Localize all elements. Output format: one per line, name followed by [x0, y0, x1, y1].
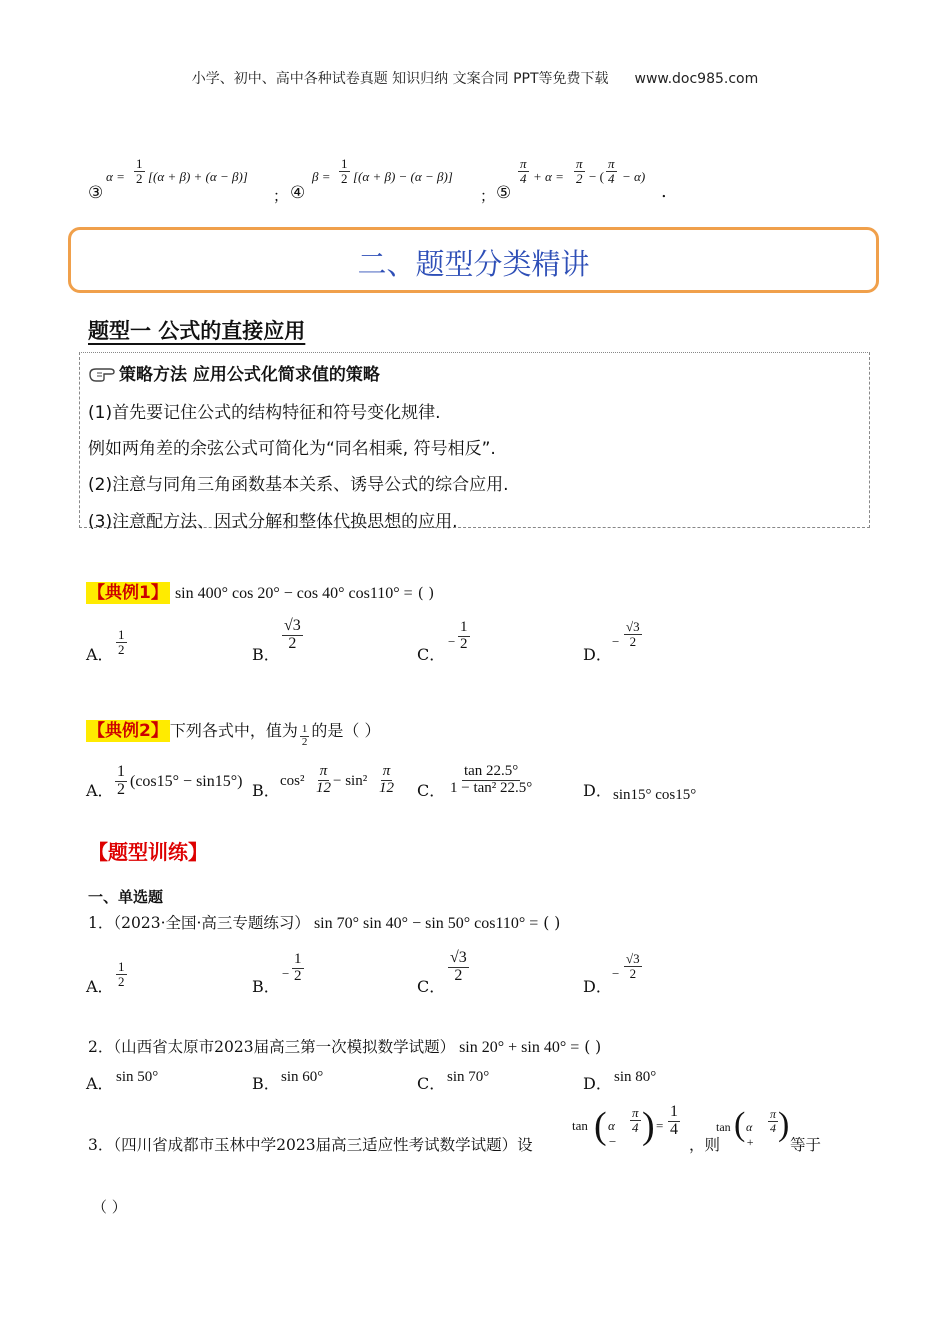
header-text: 小学、初中、高中各种试卷真题 知识归纳 文案合同 PPT等免费下载 — [191, 71, 609, 87]
q3-num: 3． — [88, 1136, 114, 1154]
ex2-option-b-frac-2: $\frac{\pi}{12}$ — [379, 763, 394, 796]
ex2-option-d: sin15° cos15° — [613, 787, 697, 803]
q2-option-a-label: A． — [86, 1074, 114, 1093]
sep-1: ； — [273, 187, 289, 205]
q2-option-d: sin 80° — [614, 1069, 657, 1085]
sep-2: ； — [480, 187, 496, 205]
ex1-option-c-label: C． — [417, 645, 446, 664]
header-url[interactable]: www.doc985.com — [634, 71, 759, 87]
example-2-text-2: 的是（ ） — [311, 721, 381, 740]
circled-5: ⑤ — [496, 183, 512, 203]
ex2-option-a-label: A． — [86, 781, 114, 800]
q1-source: （2023·全国·高三专题练习） — [113, 914, 310, 932]
q1-option-b-label: B． — [252, 977, 280, 996]
strategy-heading: 策略方法 应用公式化简求值的策略 — [88, 360, 380, 385]
ex2-option-b-label: B． — [252, 781, 280, 800]
q1-expr: sin 70° sin 40° − sin 50° cos110° = — [313, 915, 539, 932]
formula-3-lhs: α = — [106, 169, 125, 184]
page-header — [0, 68, 950, 88]
q1-option-b-sign: − — [282, 966, 290, 981]
example-1-tag: 【典例1】 — [88, 583, 168, 603]
ex1-option-c-sign: − — [448, 634, 456, 649]
ex1-option-c: $\frac{1}{2}$ — [460, 619, 468, 652]
ex2-option-a-expr: (cos15° − sin15°) — [130, 773, 243, 790]
formula-5-tail2: − α) — [622, 169, 646, 184]
q3-paren: （ ） — [92, 1198, 127, 1216]
formula-4-lhs: β = — [312, 169, 331, 184]
q3-then: ，则 — [689, 1136, 721, 1154]
section-title: 二、题型分类精讲 — [357, 247, 590, 281]
q1-option-c-label: C． — [417, 977, 446, 996]
q2-option-a: sin 50° — [116, 1069, 159, 1085]
ex2-option-d-label: D． — [583, 781, 612, 800]
example-2-half: $\frac{1}{2}$ — [301, 723, 308, 748]
strategy-line-3: (2)注意与同角三角函数基本关系、诱导公式的综合应用. — [88, 475, 509, 495]
ex2-option-a-frac: $\frac{1}{2}$ — [117, 763, 125, 798]
ex1-option-a: $\frac{1}{2}$ — [118, 627, 125, 657]
q1-option-d: $\frac{√3}{2}$ — [626, 951, 640, 981]
q2-option-d-label: D． — [583, 1074, 612, 1093]
ex1-option-d: $\frac{√3}{2}$ — [626, 619, 640, 649]
circled-3: ③ — [88, 183, 104, 203]
type1-title: 题型一 公式的直接应用 — [88, 319, 306, 343]
q3-source: （四川省成都市玉林中学2023届高三适应性考试数学试题）设 — [113, 1136, 533, 1154]
strategy-line-2: 例如两角差的余弦公式可简化为“同名相乘, 符号相反”. — [88, 439, 496, 459]
ex1-option-d-sign: − — [612, 634, 620, 649]
example-2-tag: 【典例2】 — [88, 721, 168, 741]
formula-3-frac: $\frac{1}{2}$ — [136, 156, 143, 186]
formula-5-tail: − ( — [589, 169, 604, 184]
pointing-hand-icon — [88, 365, 116, 383]
q1-num: 1． — [88, 914, 114, 932]
ex1-option-a-label: A． — [86, 645, 114, 664]
q1-paren: ( ) — [543, 914, 561, 932]
ex1-option-b: $\frac{√3}{2}$ — [284, 617, 301, 652]
q2-paren: ( ) — [584, 1038, 602, 1056]
strategy-line-4: (3)注意配方法、因式分解和整体代换思想的应用. — [88, 512, 458, 532]
ex2-option-c-label: C． — [417, 781, 446, 800]
formula-5-frac-1: $\frac{\pi}{4}$ — [520, 156, 527, 186]
circled-4: ④ — [290, 183, 306, 203]
example-1-paren: ( ) — [417, 584, 435, 602]
q1-option-a: $\frac{1}{2}$ — [118, 959, 125, 989]
question-3-stem — [88, 1133, 533, 1155]
strategy-line-1: (1)首先要记住公式的结构特征和符号变化规律. — [88, 403, 441, 423]
q2-source: （山西省太原市2023届高三第一次模拟数学试题） — [113, 1038, 456, 1056]
ex1-option-b-label: B． — [252, 645, 280, 664]
training-title: 【题型训练】 — [88, 840, 208, 864]
q2-expr: sin 20° + sin 40° = — [459, 1039, 580, 1056]
formula-5-mid: + α = — [533, 169, 564, 184]
q3-tail: 等于 — [790, 1136, 822, 1154]
formula-line — [86, 155, 686, 205]
q1-option-d-label: D． — [583, 977, 612, 996]
example-1-expr: sin 400° cos 20° − cos 40° cos110° = — [174, 585, 413, 602]
question-1-stem — [88, 911, 560, 933]
ex2-option-c: $\frac{\tan 22.5^\circ}{\text{1 − tan² 22.5°}}$ — [450, 763, 533, 796]
q2-option-b: sin 60° — [281, 1069, 324, 1085]
q2-option-b-label: B． — [252, 1074, 280, 1093]
example-1-stem — [86, 578, 434, 603]
formula-4-frac: $\frac{1}{2}$ — [341, 156, 348, 186]
formula-5-frac-2: $\frac{\pi}{2}$ — [576, 156, 583, 186]
q2-num: 2． — [88, 1038, 114, 1056]
q1-option-d-sign: − — [612, 966, 620, 981]
formula-5-frac-3: $\frac{\pi}{4}$ — [608, 156, 615, 186]
ex1-option-d-label: D． — [583, 645, 612, 664]
ex2-option-b-minus: − sin² — [333, 773, 368, 789]
q1-option-b: $\frac{1}{2}$ — [294, 951, 302, 984]
q1-option-c: $\frac{√3}{2}$ — [450, 949, 467, 984]
formula-4-rhs: [(α + β) − (α − β)] — [353, 169, 453, 184]
question-2-stem — [88, 1035, 601, 1057]
q2-option-c-label: C． — [417, 1074, 446, 1093]
ex2-option-b-frac-1: $\frac{\pi}{12}$ — [316, 763, 331, 796]
ex2-option-b-cos: cos² — [280, 773, 305, 789]
training-subtitle: 一、单选题 — [88, 888, 164, 906]
example-2-text-1: 下列各式中，值为 — [169, 721, 298, 740]
example-2-stem — [86, 716, 380, 748]
q2-option-c: sin 70° — [447, 1069, 490, 1085]
formula-3-rhs: [(α + β) + (α − β)] — [148, 169, 248, 184]
q1-option-a-label: A． — [86, 977, 114, 996]
formula-end: . — [661, 181, 667, 202]
